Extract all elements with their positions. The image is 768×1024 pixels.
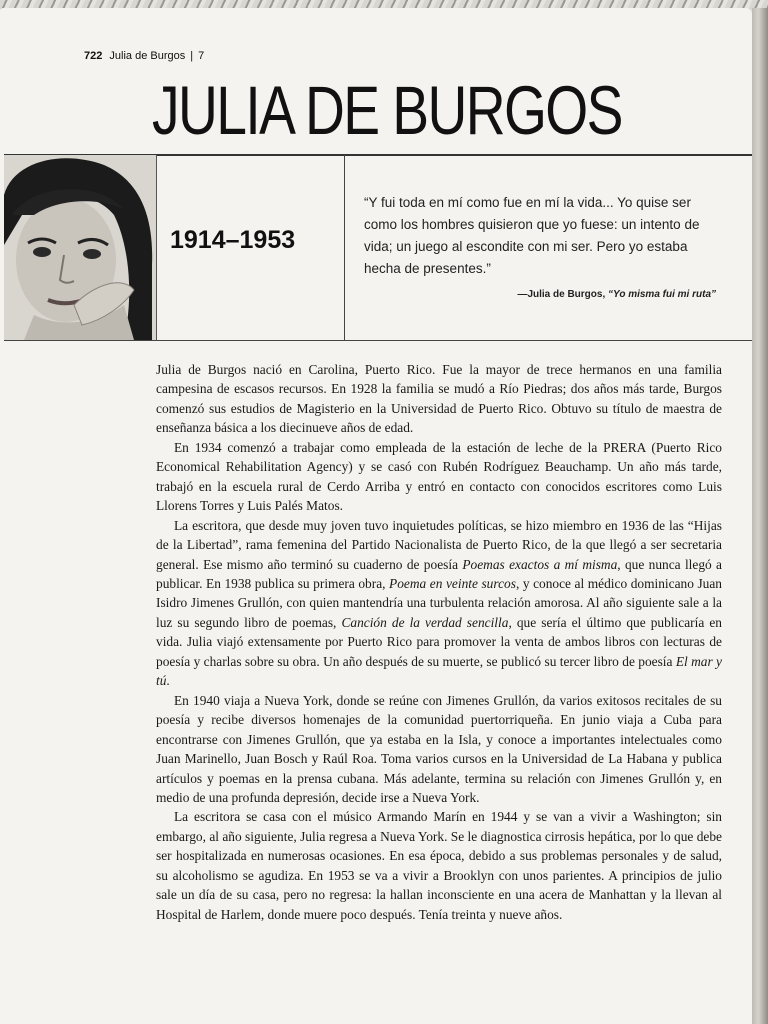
running-head-separator: | [190, 50, 194, 62]
paragraph-4: En 1940 viaja a Nueva York, donde se reúne con Jimenes Grullón, da varios exitosos recitales de su poesía y recibe diversos homenajes de la comunidad puertorriqueña. En junio viaja a Cuba para encontrarse con Jimenes Grullón, que ya estaba en la Isla, y conoce a importantes intelectuales como Juan Marinello, Juan Bosch y Raúl Roa. Toma varios cursos en la Universidad de La Habana y publica artículos y poemas en la prensa cubana. Más adelante, termina su relación con Jimenes Grullón y, en medio de una profunda depresión, decide irse a Nueva York. [156, 692, 722, 805]
portrait-illustration [4, 155, 156, 340]
text-run: , que nunca llegó a publicar. En 1938 publica su primera obra, [156, 556, 723, 591]
attribution-author: —Julia de Burgos, [517, 289, 609, 300]
life-dates: 1914–1953 [170, 226, 296, 254]
book-title: El mar y tú [156, 653, 722, 689]
text-run: La escritora, que desde muy joven tuvo inquietudes políticas, se hizo miembro en 1936 de las “Hijas de la Libertad”, rama femenina del Partido Nacionalista de Puerto Rico, de la que llegó a ser secretaria general. Ese mismo año terminó su cuaderno de poesía [156, 517, 722, 572]
epigraph-quote: “Y fui toda en mí como fue en mí la vida... Yo quise ser como los hombres quisieron que yo fuese: un intento de vida; un juego al escondite con mi ser. Pero yo estaba hecha de presentes.” [364, 195, 700, 276]
header-rule-bottom [4, 340, 752, 341]
attribution-work: “Yo misma fui mi ruta” [608, 289, 716, 300]
page-title: JULIA DE BURGOS [152, 72, 622, 149]
paragraph-3 [156, 516, 722, 691]
paragraph-5: La escritora se casa con el músico Armando Marín en 1944 y se van a vivir a Washington; sin embargo, al año siguiente, Julia regresa a Nueva York. Se le diagnostica cirrosis hepática, por lo que debe ser hospitalizada en numerosas ocasiones. En esa época, debido a sus problemas personales y de salud, su alcoholismo se agudiza. En 1953 se va a vivir a Brooklyn con unos parientes. A principios de julio sale un día de su casa, pero no regresa: la hallan inconsciente en una acera de Manhattan y la llevan al Hospital de Harlem, donde muere poco después. Tenía treinta y nueve años. [156, 809, 722, 922]
text-run: , que sería el último que publicaría en vida. Julia viajó extensamente por Puerto Rico para promover la venta de ambos libros con lecturas de poesía y charlas sobre su obra. Un año después de su muerte, se publicó su tercer libro de poesía [156, 614, 722, 669]
chapter-number: 7 [198, 50, 205, 62]
biography-text [156, 360, 722, 924]
author-portrait [4, 155, 157, 340]
epigraph-attribution [486, 289, 716, 300]
book-title: Canción de la verdad sencilla [341, 614, 509, 630]
running-head [84, 50, 204, 62]
paragraph-1: Julia de Burgos nació en Carolina, Puerto Rico. Fue la mayor de trece hermanos en una familia campesina de escasos recursos. En 1928 la familia se mudó a Río Piedras; dos años más tarde, Burgos comenzó sus estudios de Magisterio en la Universidad de Puerto Rico. Obtuvo su título de maestra de enseñanza básica a los diecinueve años de edad. [156, 362, 722, 436]
book-title: Poemas exactos a mí misma [462, 556, 618, 572]
running-head-name: Julia de Burgos [109, 50, 186, 62]
page-right-edge [752, 8, 768, 1024]
paragraph-2: En 1934 comenzó a trabajar como empleada de la estación de leche de la PRERA (Puerto Rico Economical Rehabilitation Agency) y se casó con Rubén Rodríguez Beauchamp. Un año más tarde, trabajó en la escuela rural de Cerdo Arriba y entró en contacto con conocidos escritores como Luis Llorens Torres y Luis Palés Matos. [156, 439, 722, 514]
book-title: Poema en veinte surcos [389, 575, 516, 591]
page-number: 722 [84, 50, 103, 62]
text-run: , y conoce al médico dominicano Juan Isidro Jimenes Grullón, con quien mantendría una turbulenta relación amorosa. Al año siguiente sale a la luz su segundo libro de poemas, [156, 575, 722, 630]
text-run: . [166, 673, 170, 689]
header-column-divider [344, 155, 345, 340]
